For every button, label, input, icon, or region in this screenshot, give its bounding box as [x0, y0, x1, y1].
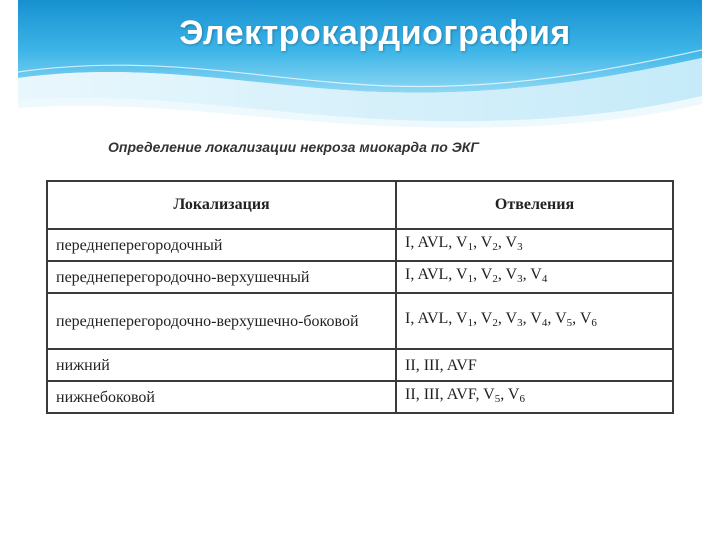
lead-text: , V [473, 310, 493, 327]
lead-subscript: 3 [517, 317, 523, 329]
cell-leads [396, 381, 673, 413]
cell-leads [396, 349, 673, 381]
table-body [47, 229, 673, 413]
cell-localization: переднеперегородочно-верхушечный [47, 261, 396, 293]
lead-text: , V [473, 266, 493, 283]
lead-text: II, III, AVF, V [405, 386, 495, 403]
lead-text: I, AVL, V [405, 266, 468, 283]
table-row [47, 381, 673, 413]
lead-subscript: 4 [541, 273, 548, 285]
lead-subscript: 1 [467, 241, 474, 253]
lead-text: I, AVL, V [405, 310, 468, 327]
lead-text: , V [522, 266, 542, 283]
cell-leads [396, 229, 673, 261]
lead-text: II, III, AVF [405, 356, 477, 374]
necrosis-localization-table [46, 180, 674, 414]
lead-subscript: 3 [517, 241, 523, 253]
table-row [47, 261, 673, 293]
cell-localization: переднеперегородочный [47, 229, 396, 261]
lead-text: , V [497, 234, 518, 251]
lead-text: , V [547, 310, 567, 327]
lead-subscript: 1 [467, 273, 474, 285]
table-header-row [47, 181, 673, 229]
lead-text: , V [522, 310, 542, 327]
lead-text: , V [500, 386, 520, 403]
lead-text: I, AVL, V [405, 234, 468, 251]
lead-subscript: 2 [492, 273, 498, 285]
cell-localization: нижнебоковой [47, 381, 396, 413]
lead-subscript: 4 [541, 317, 548, 329]
cell-leads [396, 261, 673, 293]
lead-text: , V [473, 234, 493, 251]
lead-text: , V [497, 310, 518, 327]
cell-localization: нижний [47, 349, 396, 381]
lead-subscript: 5 [566, 317, 573, 329]
lead-text: , V [572, 310, 592, 327]
lead-subscript: 2 [492, 317, 498, 329]
lead-subscript: 6 [591, 317, 597, 329]
header-localization: Локализация [47, 181, 396, 229]
lead-subscript: 3 [517, 273, 523, 285]
lead-subscript: 5 [494, 393, 501, 405]
table-row [47, 229, 673, 261]
lead-subscript: 1 [467, 317, 474, 329]
lead-subscript: 2 [492, 241, 498, 253]
lead-subscript: 6 [519, 393, 525, 405]
table-caption: Определение локализации некроза миокарда по ЭКГ [108, 139, 479, 155]
table-row [47, 293, 673, 349]
lead-text: , V [497, 266, 518, 283]
cell-localization: переднеперегородочно-верхушечно-боковой [47, 293, 396, 349]
header-leads: Отвеления [396, 181, 673, 229]
table-row [47, 349, 673, 381]
slide-title: Электрокардиография [179, 14, 571, 52]
cell-leads [396, 293, 673, 349]
